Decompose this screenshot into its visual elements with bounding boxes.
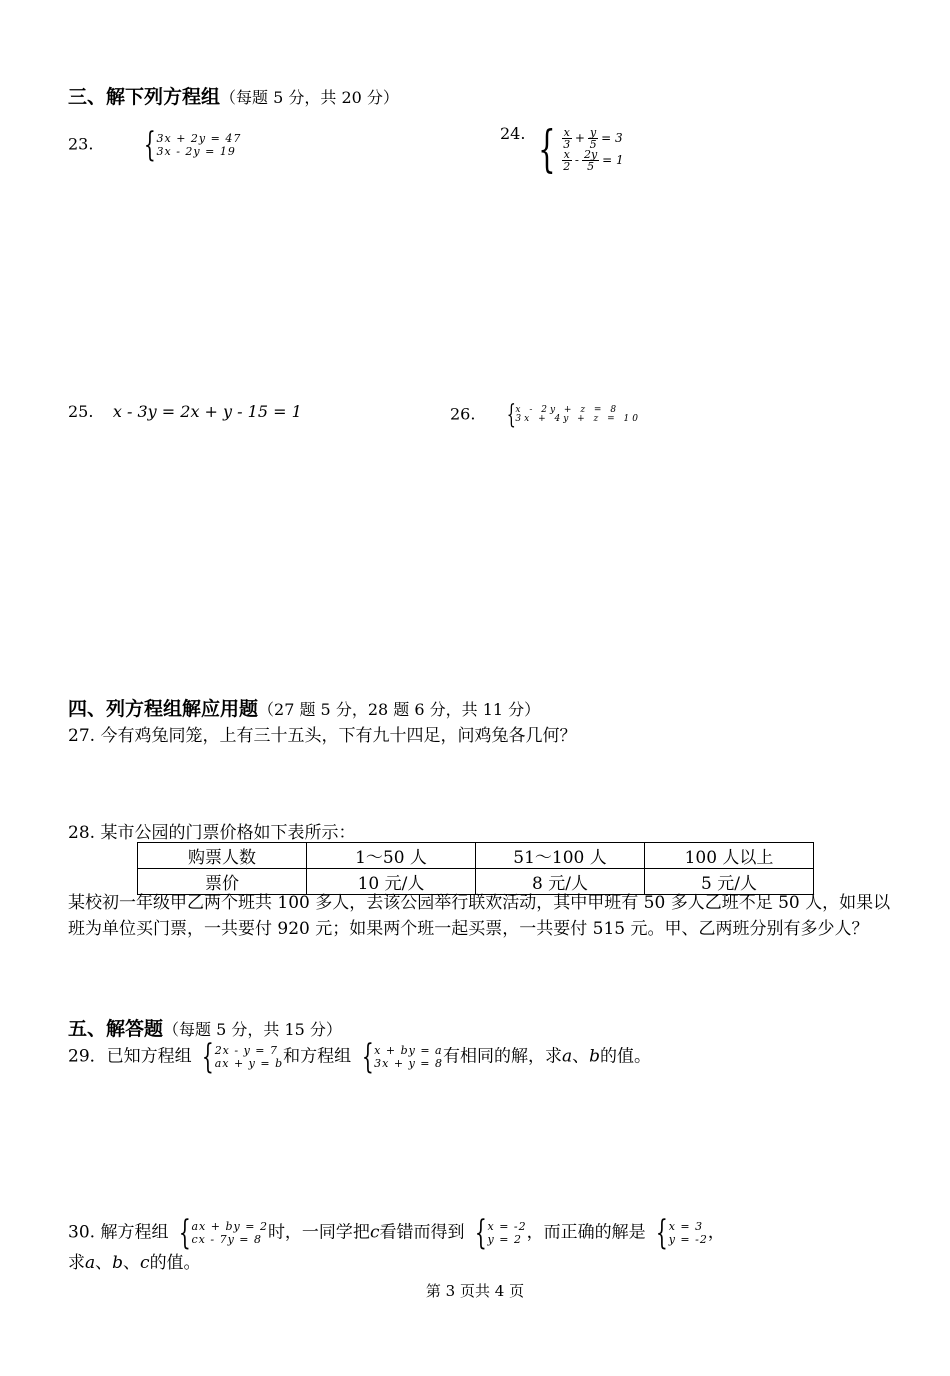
question-27: 27. 今有鸡兔同笼，上有三十五头，下有九十四足，问鸡兔各几何？ xyxy=(68,726,577,746)
var-a: a xyxy=(85,1253,96,1273)
frac-numerator: y xyxy=(589,125,597,139)
rhs: = 3 xyxy=(601,131,623,145)
question-24 xyxy=(500,120,624,178)
system-a-eq1: 2x - y = 7 xyxy=(214,1044,279,1057)
section-4-note: （27 题 5 分，28 题 6 分，共 11 分） xyxy=(258,700,541,719)
section-5-note: （每题 5 分，共 15 分） xyxy=(163,1020,342,1039)
separator: 、 xyxy=(95,1253,113,1273)
correct-solution-x: x = 3 xyxy=(668,1220,704,1233)
frac-denominator: 5 xyxy=(589,137,597,151)
wrong-solution-x: x = -2 xyxy=(487,1220,527,1233)
brace-icon: { xyxy=(201,1037,214,1077)
question-30-text: 时，一同学把 xyxy=(267,1222,370,1243)
section-4-heading xyxy=(68,694,540,721)
question-24-system xyxy=(531,120,624,178)
system-b-eq1: x + by = a xyxy=(374,1044,443,1057)
question-23-number: 23. xyxy=(68,134,94,154)
table-cell: 10 元/人 xyxy=(307,869,476,895)
question-29 xyxy=(68,1037,652,1077)
question-28-intro: 28. 某市公园的门票价格如下表所示： xyxy=(68,823,356,843)
system-eq1: ax + by = 2 xyxy=(191,1220,268,1233)
rhs: = 1 xyxy=(602,153,624,167)
question-26-system xyxy=(503,402,641,428)
table-header-cell: 购票人数 xyxy=(138,843,307,869)
frac-numerator: x xyxy=(563,125,570,139)
question-23-eq2: 3x - 2y = 19 xyxy=(156,145,236,158)
table-row xyxy=(138,843,814,869)
question-25 xyxy=(68,402,302,422)
question-26 xyxy=(450,402,641,428)
system-a-eq2: ax + y = b xyxy=(214,1057,284,1070)
brace-icon: { xyxy=(143,125,156,165)
brace-icon: { xyxy=(538,120,556,178)
correct-solution xyxy=(651,1213,708,1253)
var-a: a xyxy=(562,1046,573,1067)
question-30-text: ， xyxy=(707,1222,725,1243)
question-30-text: 的值。 xyxy=(149,1253,201,1273)
question-26-eq2: 3x + 4y + z = 10 xyxy=(515,414,642,424)
question-30-line2 xyxy=(68,1248,201,1273)
table-cell: 票价 xyxy=(138,869,307,895)
frac-numerator: 2y xyxy=(583,147,598,161)
question-25-number: 25. xyxy=(68,402,94,421)
operator: - xyxy=(574,153,579,167)
var-b: b xyxy=(589,1046,601,1067)
question-26-number: 26. xyxy=(450,404,476,424)
var-c: c xyxy=(369,1222,380,1243)
table-header-cell: 51～100 人 xyxy=(476,843,645,869)
operator: + xyxy=(574,131,585,145)
system-eq2: cx - 7y = 8 xyxy=(191,1233,262,1246)
question-29-system-b xyxy=(357,1037,444,1077)
separator: 、 xyxy=(123,1253,141,1273)
system-b-eq2: 3x + y = 8 xyxy=(374,1057,444,1070)
question-30-text: 求 xyxy=(68,1253,85,1273)
separator: 、 xyxy=(572,1046,590,1067)
frac-denominator: 5 xyxy=(587,159,595,173)
frac-numerator: x xyxy=(563,147,570,161)
table-cell: 5 元/人 xyxy=(645,869,814,895)
var-c: c xyxy=(140,1253,150,1273)
question-29-mid: 和方程组 xyxy=(283,1046,352,1067)
question-26-eq1: x - 2y + z = 8 xyxy=(515,405,620,415)
section-5-title: 五、解答题 xyxy=(68,1018,164,1040)
question-24-number: 24. xyxy=(500,124,526,143)
brace-icon: { xyxy=(178,1213,191,1253)
frac-denominator: 2 xyxy=(563,159,571,173)
question-30-text: ，而正确的解是 xyxy=(526,1222,646,1243)
question-29-prefix: 29．已知方程组 xyxy=(68,1046,192,1067)
frac-denominator: 3 xyxy=(563,137,571,151)
question-30 xyxy=(68,1213,725,1253)
question-24-eq1 xyxy=(559,127,624,149)
question-30-system xyxy=(174,1213,268,1253)
section-3-heading xyxy=(68,82,399,109)
ticket-price-table xyxy=(137,842,814,895)
question-23-system xyxy=(139,125,242,165)
table-header-cell: 100 人以上 xyxy=(645,843,814,869)
brace-icon: { xyxy=(506,400,516,430)
question-29-system-a xyxy=(197,1037,284,1077)
question-24-eq2 xyxy=(559,149,624,171)
section-3-note: （每题 5 分，共 20 分） xyxy=(220,88,399,107)
question-30-text: 看错而得到 xyxy=(379,1222,465,1243)
question-28-body: 某校初一年级甲乙两个班共 100 多人，去该公园举行联欢活动，其中甲班有 50 多人乙班不足 50 人，如果以班为单位买门票，一共要付 920 元；如果两个班一起买票，一共要付 515 元。甲、乙两班分别有多少人？ xyxy=(68,893,891,939)
brace-icon: { xyxy=(655,1213,668,1253)
section-3-title: 三、解下列方程组 xyxy=(68,86,221,108)
question-23-eq1: 3x + 2y = 47 xyxy=(156,132,242,145)
table-header-cell: 1～50 人 xyxy=(307,843,476,869)
page-footer: 第 3 页共 4 页 xyxy=(425,1282,525,1300)
question-29-end: 的值。 xyxy=(600,1046,652,1067)
correct-solution-y: y = -2 xyxy=(668,1233,708,1246)
question-30-prefix: 30. 解方程组 xyxy=(68,1222,169,1243)
wrong-solution xyxy=(470,1213,527,1253)
brace-icon: { xyxy=(474,1213,487,1253)
table-cell: 8 元/人 xyxy=(476,869,645,895)
section-4-title: 四、列方程组解应用题 xyxy=(68,698,259,720)
var-b: b xyxy=(112,1253,124,1273)
question-23 xyxy=(68,125,242,165)
question-29-suffix: 有相同的解，求 xyxy=(443,1046,563,1067)
wrong-solution-y: y = 2 xyxy=(487,1233,522,1246)
question-25-equation: x - 3y = 2x + y - 15 = 1 xyxy=(112,402,302,421)
brace-icon: { xyxy=(361,1037,374,1077)
